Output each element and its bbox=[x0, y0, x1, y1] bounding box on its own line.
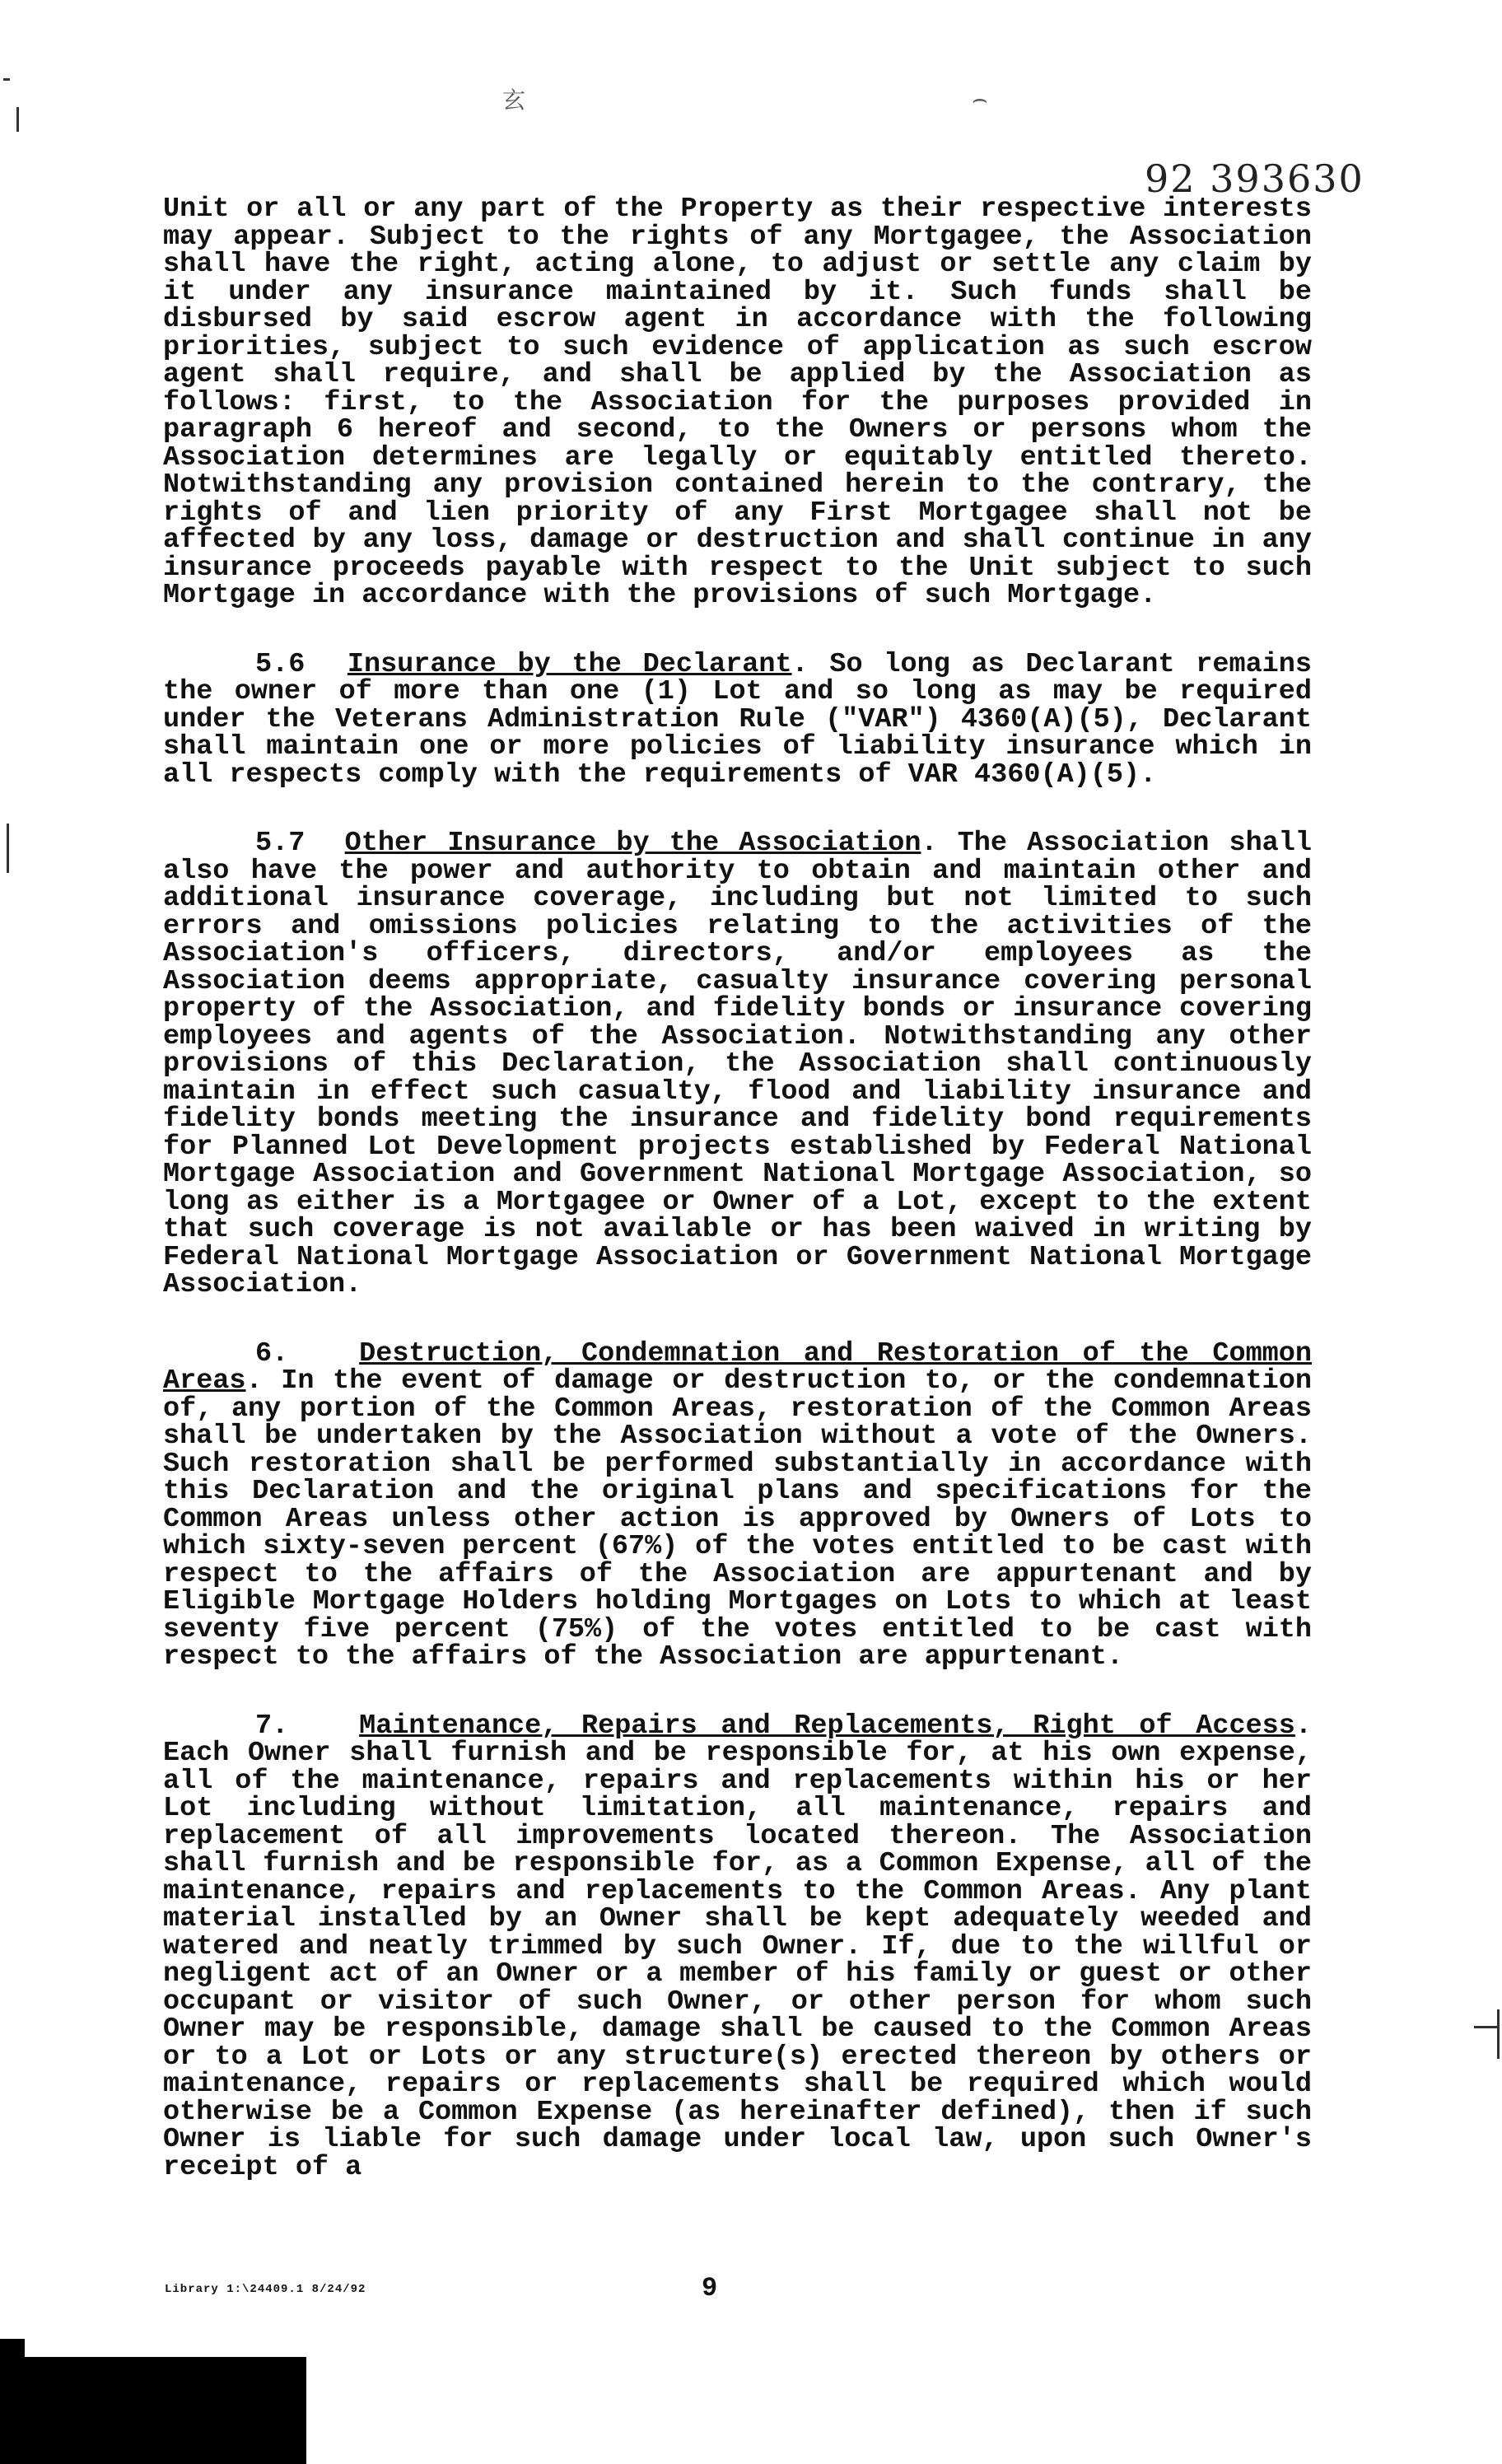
scan-edge-mark bbox=[7, 824, 9, 873]
recording-number: 92 393630 bbox=[1145, 156, 1364, 201]
document-body bbox=[163, 196, 1312, 2223]
section-number: 5.7 bbox=[255, 828, 306, 859]
section-heading: Other Insurance by the Association bbox=[344, 828, 921, 859]
handwritten-arc-icon: ⌢ bbox=[972, 87, 988, 115]
section-number: 5.6 bbox=[255, 648, 306, 680]
scan-edge-mark bbox=[1497, 2009, 1500, 2059]
paragraph-continuation bbox=[163, 196, 1312, 610]
scan-edge-mark bbox=[3, 78, 10, 81]
section-text: . The Association shall also have the power and authority to obtain and maintain other and additional insurance coverage, including but not limited to such errors and omissions policies relating to the activities of the Association's officers, directors, and/or employees as the Association deems appropriate, casualty insurance covering personal property of the Association, and fidelity bonds or insurance covering employees and agents of the Association. Notwithstanding any other provisions of this Declaration, the Association shall continuously maintain in effect such casualty, flood and liability insurance and fidelity bonds meeting the insurance and fidelity bond requirements for Planned Lot Development projects established by Federal National Mortgage Association and Government National Mortgage Association, so long as either is a Mortgagee or Owner of a Lot, except to the extent that such coverage is not available or has been waived in writing by Federal National Mortgage Association or Government National Mortgage Association. bbox=[163, 828, 1312, 1300]
section-heading: Insurance by the Declarant bbox=[347, 648, 792, 680]
section-number: 7. bbox=[255, 1710, 289, 1742]
section-text: . In the event of damage or destruction to, or the condemnation of, any portion of the Common Areas, restoration of the Common Areas shall be undertaken by the Association without a vote of the Owners. Such restoration shall be performed substantially in accordance with this Declaration and the original plans and specifications for the Common Areas unless other action is approved by Owners of Lots to which sixty-seven percent (67%) of the votes entitled to be cast with respect to the affairs of the Association are appurtenant and by Eligible Mortgage Holders holding Mortgages on Lots to which at least seventy five percent (75%) of the votes entitled to be cast with respect to the affairs of the Association are appurtenant. bbox=[163, 1365, 1312, 1673]
section-heading: Maintenance, Repairs and Replacements, Right of Access bbox=[359, 1710, 1295, 1742]
scan-edge-mark bbox=[16, 107, 19, 132]
paragraph-text: Unit or all or any part of the Property as their respective interests may appear. Subject to the rights of any Mortgagee, the Association shall have the right, acting alone, to adjust or settle any claim by it under any insurance maintained by it. Such funds shall be disbursed by said escrow agent in accordance with the following priorities, subject to such evidence of application as such escrow agent shall require, and shall be applied by the Association as follows: first, to the Association for the purposes provided in paragraph 6 hereof and second, to the Owners or persons whom the Association determines are legally or equitably entitled thereto. Notwithstanding any provision contained herein to the contrary, the rights of and lien priority of any First Mortgagee shall not be affected by any loss, damage or destruction and shall continue in any insurance proceeds payable with respect to the Unit subject to such Mortgage in accordance with the provisions of such Mortgage. bbox=[163, 194, 1312, 611]
scan-redaction-block bbox=[0, 2357, 306, 2464]
section-7 bbox=[163, 1710, 1312, 2183]
section-5-7 bbox=[163, 830, 1312, 1300]
section-text: . So long as Declarant remains the owner of more than one (1) Lot and so long as may be required under the Veterans Administration Rule ("VAR") 4360(A)(5), Declarant shall maintain one or more policies of liability insurance which in all respects comply with the requirements of VAR 4360(A)(5). bbox=[163, 648, 1312, 791]
section-5-6 bbox=[163, 648, 1312, 791]
scan-redaction-block bbox=[0, 2339, 25, 2357]
page-number: 9 bbox=[702, 2273, 718, 2303]
section-heading: Destruction, Condemnation and Restoration of the Common Areas bbox=[163, 1337, 1312, 1397]
section-number: 6. bbox=[255, 1337, 289, 1370]
scan-edge-mark bbox=[1474, 2026, 1499, 2028]
section-text: . Each Owner shall furnish and be responsible for, at his own expense, all of the maintenance, repairs and replacements within his or her Lot including without limitation, all maintenance, repairs and replacement of all improvements located thereon. The Association shall furnish and be responsible for, as a Common Expense, all of the maintenance, repairs and replacements to the Common Areas. Any plant material installed by an Owner shall be kept adequately weeded and watered and neatly trimmed by such Owner. If, due to the willful or negligent act of an Owner or a member of his family or guest or other occupant or visitor of such Owner, or other person for whom such Owner may be responsible, damage shall be caused to the Common Areas or to a Lot or Lots or any structure(s) erected thereon by others or maintenance, repairs or replacements shall be required which would otherwise be a Common Expense (as hereinafter defined), then if such Owner is liable for such damage under local law, upon such Owner's receipt of a bbox=[163, 1710, 1312, 2183]
handwritten-mark-icon: ⽞ bbox=[502, 90, 526, 115]
library-reference: Library 1:\24409.1 8/24/92 bbox=[165, 2283, 366, 2296]
section-6 bbox=[163, 1337, 1312, 1673]
